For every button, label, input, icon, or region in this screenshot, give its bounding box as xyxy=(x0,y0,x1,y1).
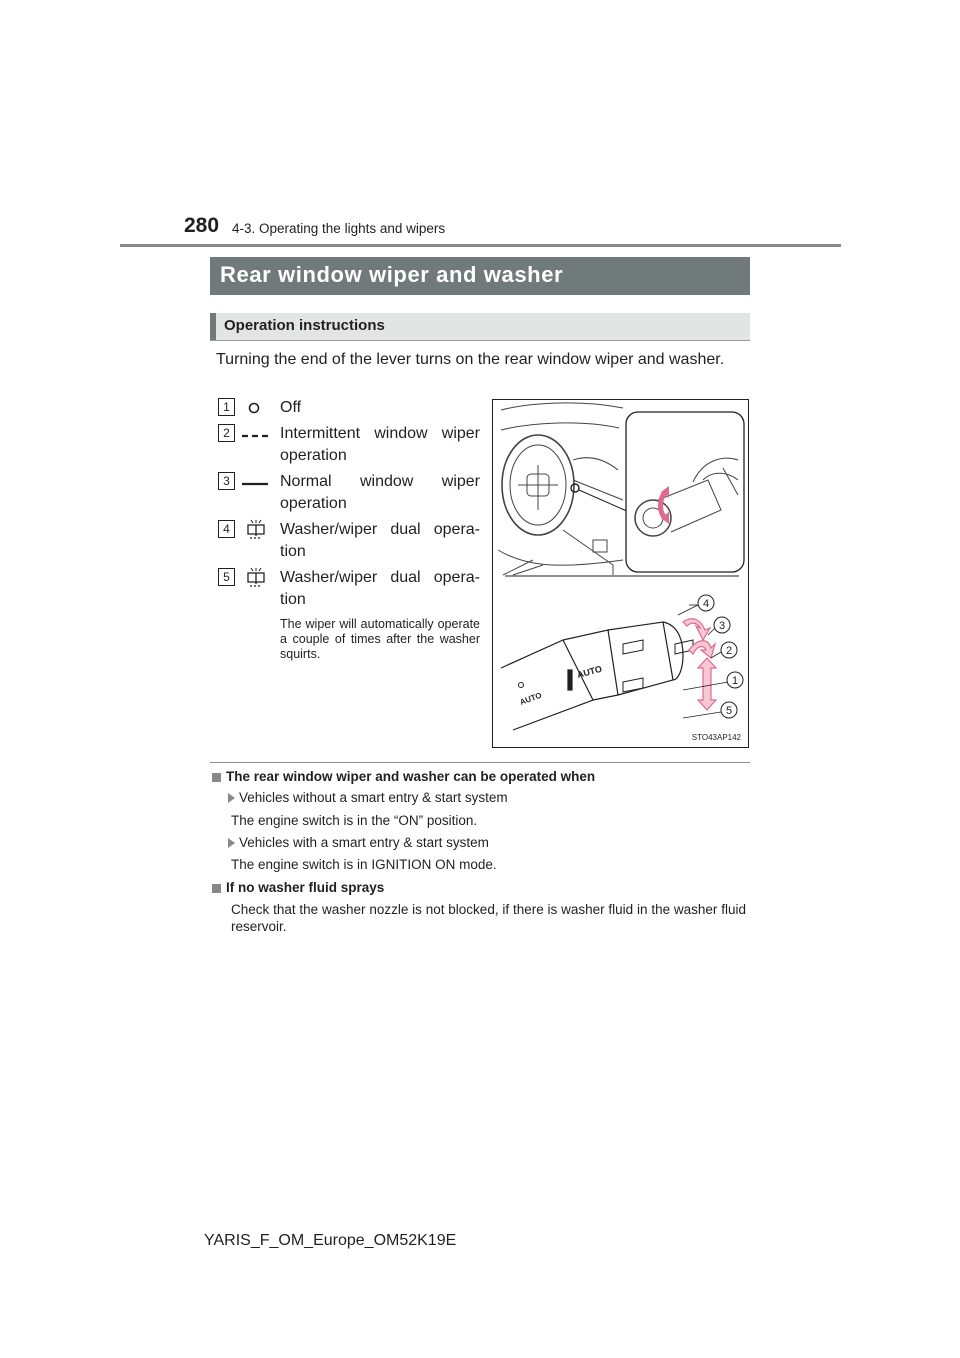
callout-number: 2 xyxy=(218,424,235,442)
callout-number: 4 xyxy=(218,520,235,538)
page-number: 280 xyxy=(184,214,220,237)
case-text-with-smart-entry: The engine switch is in IGNITION ON mode. xyxy=(231,857,497,872)
no-fluid-heading: If no washer fluid sprays xyxy=(226,880,385,895)
callout-number: 5 xyxy=(218,568,235,586)
bullet-square-icon xyxy=(212,773,221,782)
lever-auto-label-2: AUTO xyxy=(518,690,543,707)
item-washer-wiper-dual-2: Washer/wiper dual opera-tion xyxy=(280,569,480,608)
section-divider xyxy=(210,762,750,763)
callout-5: 5 xyxy=(725,705,733,717)
operated-when-heading: The rear window wiper and washer can be operated when xyxy=(226,769,596,784)
illustration-code: STO43AP142 xyxy=(691,733,741,742)
item-washer-wiper-dual-1: Washer/wiper dual opera-tion xyxy=(280,521,480,560)
bullet-square-icon xyxy=(212,884,221,893)
case-text-without-smart-entry: The engine switch is in the “ON” position. xyxy=(231,813,478,828)
callout-1: 1 xyxy=(731,675,739,687)
callout-3: 3 xyxy=(718,620,726,632)
subheading-divider xyxy=(210,340,750,341)
footer-doc-id: YARIS_F_OM_Europe_OM52K19E xyxy=(204,1232,457,1249)
washer-wiper-icon xyxy=(244,567,268,594)
intro-paragraph: Turning the end of the lever turns on the rear window wiper and washer. xyxy=(216,351,725,368)
section-reference: 4-3. Operating the lights and wipers xyxy=(232,221,446,236)
subheading: Operation instructions xyxy=(224,317,385,334)
callout-4: 4 xyxy=(702,598,710,610)
item-intermittent: Intermittent window wiper operation xyxy=(280,425,480,464)
callout-number: 3 xyxy=(218,472,235,490)
washer-wiper-icon xyxy=(244,519,268,546)
item-normal: Normal window wiper operation xyxy=(280,473,480,512)
no-fluid-text: Check that the washer nozzle is not blocked, if there is washer fluid in the washer fluid reservoir. xyxy=(231,902,746,934)
case-label-with-smart-entry: Vehicles with a smart entry & start system xyxy=(239,835,489,850)
bullet-triangle-icon xyxy=(228,838,235,848)
lever-auto-label: AUTO xyxy=(575,663,603,680)
page-title: Rear window wiper and washer xyxy=(220,262,564,287)
wiper-lever-illustration xyxy=(492,399,749,748)
off-circle-icon xyxy=(246,400,262,421)
callout-number: 1 xyxy=(218,398,235,416)
item-note: The wiper will automatically operate a couple of times after the washer squirts. xyxy=(280,617,480,661)
intermittent-dashes-icon xyxy=(241,428,269,446)
header-divider xyxy=(120,244,841,247)
callout-2: 2 xyxy=(725,645,733,657)
item-off: Off xyxy=(280,399,302,416)
bullet-triangle-icon xyxy=(228,793,235,803)
subheading-accent xyxy=(210,313,216,340)
normal-line-icon xyxy=(241,476,269,494)
case-label-without-smart-entry: Vehicles without a smart entry & start system xyxy=(239,790,508,805)
lever-diagram xyxy=(493,400,748,747)
